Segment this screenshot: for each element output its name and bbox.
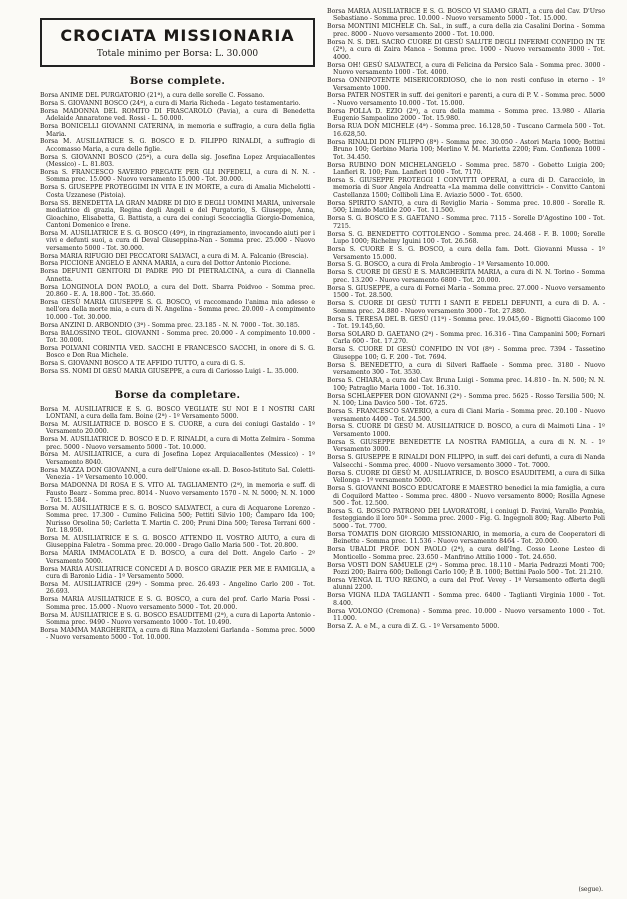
list-item: Borsa S. FRANCESCO SAVERIO, a cura di Ciani Maria - Somma prec. 20.100 - Nuovo versamento 4400 - Tot. 24.500. — [327, 408, 605, 423]
list-item: Borsa M. AUSILIATRICE D. BOSCO E D. F. RINALDI, a cura di Motta Zelmira - Somma prec. 5000 - Nuovo versamento 5000 - Tot. 10.000. — [40, 436, 315, 451]
list-item: Borsa S. G. BOSCO, a cura di Frola Ambrogio - 1º Versamento 10.000. — [327, 261, 550, 269]
page-subtitle: Totale minimo per Borsa: L. 30.000 — [96, 49, 259, 59]
list-item: Borsa S. CUORE DI GESÙ M. AUSILIATRICE, D. BOSCO ESAUDITEMI, a cura di Silka Vellonga - 1º versamento 5000. — [327, 469, 605, 485]
section-heading-complete: Borse complete. — [129, 76, 226, 87]
list-item: Borsa UBALDI PROF. DON PAOLO (2ª), a cura dell'Ing. Cosso Leone Lesteo di Monticello - Somma prec. 23.650 - Manfrino Attilio 1000 - Tot. 24.650. — [327, 546, 605, 561]
list-item: Borsa PICCIONE ANGELO E ANNA MARIA, a cura del Dottor Antonio Piccione. — [40, 260, 291, 268]
list-item: Borsa M. AUSILIATRICE E S. G. BOSCO ESAUDITEMI (2ª), a cura di Laporta Antonio - Somma prec. 9490 - Nuovo versamento 1000 - Tot. 10.490. — [40, 611, 315, 626]
list-item: Borsa S. GIUSEPPE, a cura di Fornei Maria - Somma prec. 27.000 - Nuovo versamento 1500 - Tot. 28.500. — [327, 284, 605, 300]
list-item: Borsa S. CUORE DI GESÙ CONFIDO IN VOI (8ª) - Somma prec. 7394 - Tassetino Giuseppe 100; G. F. 200 - Tot. 7694. — [327, 346, 605, 361]
list-item: Borsa S. CUORE DI GESÙ TUTTI I SANTI E FEDELI DEFUNTI, a cura di D. A. - Somma prec. 24.880 - Nuovo versamento 3000 - Tot. 27.880. — [327, 300, 605, 315]
list-item: Borsa N. S. DEL SACRO CUORE DI GESÙ SALUTE DEGLI INFERMI CONFIDO IN TE (2ª), a cura di Zaira Manca - Somma prec. 1000 - Nuovo versamento 3000 - Tot. 4000. — [327, 38, 605, 61]
list-item: Borsa M. AUSILIATRICE D. BOSCO E S. CUORE, a cura dei coniugi Gastaldo - 1º Versamento 20.000. — [40, 420, 315, 436]
list-item: Borsa SS. NOMI DI GESÙ MARIA GIUSEPPE, a cura di Cariosso Luigi - L. 35.000. — [40, 368, 299, 376]
list-item: Borsa M. AUSILIATRICE E S. G. BOSCO SALVATECI, a cura di Acquarone Lorenzo - Somma prec. 17.300 - Cumino Felicina 500; Pettiti Silvio 100; Camparo Ida 100; Nurisso Orsolina 50; Carletta T. Martin C. 200; Pruni Dina 500; Teresa Terrani 600 - Tot. 18.950. — [40, 504, 315, 535]
list-item: Borsa SS. BENEDETTA LA GRAN MADRE DI DIO E DEGLI UOMINI MARIA, universale mediatrice di grazia, Regina degli Angeli e del Purgatorio, S. Giuseppe, Anna, Gioachino, Elisabetta, G. Battista, a cura dei coniugi Scocciaglia Giorgio-Domenica, Cantoni Domenico e Irene. — [40, 199, 315, 229]
list-item: Borsa MADONNA DI ROSA E S. VITO AL TAGLIAMENTO (2ª), in memoria e suff. di Fausto Bearz - Somma prec. 8014 - Nuovo versamento 1570 - N. N. 5000; N. N. 1000 - Tot. 15.584. — [40, 482, 315, 504]
list-item: Borsa DEFUNTI GENITORI DI PADRE PIO DI PIETRALCINA, a cura di Ciannella Annetta. — [40, 268, 315, 283]
list-item: Borsa MONTINI MICHELE Ch. Sal., in suff., a cura della zia Casalini Dorina - Somma prec. 8000 - Nuovo versamento 2000 - Tot. 10.000. — [327, 23, 605, 38]
list-item: Borsa MADONNA DEL ROMITO DI FRASCAROLO (Pavia), a cura di Benedetta Adelaide Annaratone ved. Rossi - L. 50.000. — [40, 107, 315, 123]
list-item: Borsa POLVANI CORINTIA VED. SACCHI E FRANCESCO SACCHI, in onore di S. G. Bosco e Don Rua Michele. — [40, 344, 315, 360]
section-heading-to-complete: Borse da completare. — [114, 389, 241, 401]
list-item: Borsa M. AUSILIATRICE S. G. BOSCO E D. FILIPPO RINALDI, a suffragio di Accomasso Maria, a cura delle figlie. — [40, 138, 315, 153]
list-item: Borsa MARIA AUSILIATRICE CONCEDI A D. BOSCO GRAZIE PER ME E FAMIGLIA, a cura di Baronio Lidia - 1º Versamento 5000. — [40, 565, 315, 580]
list-item: Borsa VOSTI DON SAMUELE (2ª) - Somma prec. 18.110 - Maria Pedrazzi Monti 700; Pozzi 200; Bairra 600; Dellongi Carlo 100; P. B. 1000; Bettini Paolo 500 - Tot. 21.210. — [327, 561, 605, 577]
left-column — [40, 8, 315, 642]
list-item: Borsa MAZZA DON GIOVANNI, a cura dell'Unione ex-all. D. Bosco-Istituto Sal. Coletti-Venezia - 1º Versamento 10.000. — [40, 466, 315, 482]
list-item: Borsa POLLA D. EZIO (2ª), a cura della mamma - Somma prec. 13.980 - Allaria Eugenio Sampaolino 2000 - Tot. 15.980. — [327, 107, 605, 123]
list-item: Borsa SCHLAEPFER DON GIOVANNI (2ª) - Somma prec. 5625 - Rosso Tersilia 500; N. N. 100; Lina Davico 500 - Tot. 6725. — [327, 392, 605, 408]
list-item: Borsa S. G. BENEDETTO COTTOLENGO - Somma prec. 24.468 - F. B. 1000; Sorelle Lupo 1000; Richelmy Iguini 100 - Tot. 26.568. — [327, 230, 605, 246]
list-item: Borsa VOLONGO (Cremona) - Somma prec. 10.000 - Nuovo versamento 1000 - Tot. 11.000. — [327, 607, 605, 623]
list-item: Borsa VENGA IL TUO REGNO, a cura del Prof. Vevey - 1º Versamento offerta degli alunni 2200. — [327, 577, 605, 592]
list-item: Borsa S. GIOVANNI BOSCO A TE AFFIDO TUTTO, a cura di G. S. — [40, 360, 246, 368]
page-title: CROCIATA MISSIONARIA — [60, 26, 295, 45]
list-item: Borsa S. GIUSEPPE PROTEGGI I CONVITTI OPERAI, a cura di D. Caracciolo, in memoria di Suor Angela Andreatta «La mamma delle convittrici» - Convitto Cantoni Castellanza 1500; Colliboli Lina E. Aviazio 5000 - Tot. 6500. — [327, 176, 605, 199]
list-item: Borsa S. BENEDETTO, a cura di Silveri Raffaele - Somma prec. 3180 - Nuovo versamento 300 - Tot. 3530. — [327, 361, 605, 377]
list-item: Borsa BALOSSINO TEOL. GIOVANNI - Somma prec. 20.000 - A compimento 10.000 - Tot. 30.000. — [40, 329, 315, 344]
list-item: Borsa GESÙ MARIA GIUSEPPE S. G. BOSCO, vi raccomando l'anima mia adesso e nell'ora della morte mia, a cura di N. Angelina - Somma prec. 20.000 - A compimento 10.000 - Tot. 30.000. — [40, 298, 315, 321]
list-item: Borsa S. G. BOSCO PATRONO DEI LAVORATORI, i coniugi D. Favini, Varallo Pombia, festeggiando il loro 50º - Somma prec. 2000 - Fig. G. Ingegnoli 800; Rag. Alberto Poli 5000 - Tot. 7700. — [327, 507, 605, 530]
list-item: Borsa M. AUSILIATRICE (29ª) - Somma prec. 26.493 - Angelino Carlo 200 - Tot. 26.693. — [40, 580, 315, 596]
list-item: Borsa ANZINI D. ARBONDIO (3ª) - Somma prec. 23.185 - N. N. 7000 - Tot. 30.185. — [40, 321, 300, 329]
list-item: Borsa S. GIOVANNI BOSCO EDUCATORE E MAESTRO benedici la mia famiglia, a cura di Coquilord Matteo - Somma prec. 4800 - Nuovo versamento 8000; Rosilla Agnese 500 - Tot. 12.500. — [327, 485, 605, 507]
list-item: Borsa S. GIOVANNI BOSCO (24ª), a cura di Maria Richeda - Legato testamentario. — [40, 99, 301, 107]
right-column — [327, 8, 605, 631]
list-item: Borsa MARIA IMMACOLATA E D. BOSCO, a cura del Dott. Angelo Carlo - 2º Versamento 5000. — [40, 550, 315, 565]
list-item: Borsa S. TERESA DEL B. GESÙ (11ª) - Somma prec. 19.045,60 - Bignotti Giacomo 100 - Tot. 19.145,60. — [327, 315, 605, 331]
list-item: Borsa MARIA RIFUGIO DEI PECCATORI SALVACI, a cura di M. A. Falcanio (Brescia). — [40, 252, 309, 260]
list-item: Borsa RINALDI DON FILIPPO (8ª) - Somma prec. 30.050 - Astori Maria 1000; Bottini Bruno 100; Gerbino Maria 100; Merlino V. M. Marietta 2200; Fam. Confienza 1000 - Tot. 34.450. — [327, 138, 605, 161]
list-item: Borsa SPIRITO SANTO, a cura di Reviglio Maria - Somma prec. 10.800 - Sorelle R. 500; Limido Matilde 200 - Tot. 11.500. — [327, 199, 605, 215]
list-item: Borsa VIGNA ILDA TAGLIANTI - Somma prec. 6400 - Taglianti Virginia 1000 - Tot. 8.400. — [327, 592, 605, 607]
list-item: Borsa ONNIPOTENTE MISERICORDIOSO, che io non resti confuso in eterno - 1º Versamento 1000. — [327, 77, 605, 92]
list-item: Borsa M. AUSILIATRICE, a cura di Josefina Lopez Arquiacallentes (Messico) - 1º Versamento 8040. — [40, 451, 315, 466]
entry-list-right — [327, 8, 605, 631]
list-item: Borsa S. FRANCESCO SAVERIO PREGATE PER GLI INFEDELI, a cura di N. N. - Somma prec. 15.000 - Nuovo versamento 15.000 - Tot. 30.000. — [40, 169, 315, 184]
list-item: Borsa S. CUORE DI GESÙ M. AUSILIATRICE D. BOSCO, a cura di Maimoti Lina - 1º Versamento 1000. — [327, 423, 605, 438]
list-item: Borsa S. CHIARA, a cura del Cav. Bruna Luigi - Somma prec. 14.810 - In. N. 500; N. N. 100; Patraglio Maria 1000 - Tot. 16.310. — [327, 377, 605, 392]
list-item: Borsa BONICELLI GIOVANNI CATERINA, in memoria e suffragio, a cura della figlia Maria. — [40, 123, 315, 138]
title-box — [40, 18, 315, 67]
entry-list-to-complete — [40, 406, 315, 642]
list-item: Borsa PATER NOSTER in suff. dei genitori e parenti, a cura di P. V. - Somma prec. 5000 - Nuovo versamento 10.000 - Tot. 15.000. — [327, 92, 605, 107]
list-item: Borsa OH! GESÙ SALVATECI, a cura di Felicina da Persico Sala - Somma prec. 3000 - Nuovo versamento 1000 - Tot. 4000. — [327, 61, 605, 77]
list-item: Borsa LONGINOLA DON PAOLO, a cura del Dott. Sbarra Poidvoo - Somma prec. 20.860 - E. A. 18.800 - Tot. 35.660. — [40, 283, 315, 299]
entry-list-complete — [40, 92, 315, 376]
list-item: Borsa RUA DON MICHELE (4ª) - Somma prec. 16.128,50 - Tuscano Carmela 500 - Tot. 16.628,50. — [327, 123, 605, 138]
list-item: Borsa S. G. BOSCO E S. GAETANO - Somma prec. 7115 - Sorelle D'Agostino 100 - Tot. 7215. — [327, 215, 605, 230]
continued-note: (segue). — [578, 886, 603, 893]
list-item: Borsa SOLARO D. GAETANO (2ª) - Somma prec. 16.316 - Tina Campanini 500; Fornari Carla 600 - Tot. 17.270. — [327, 331, 605, 346]
list-item: Borsa ANIME DEL PURGATORIO (21ª), a cura delle sorelle C. Fossano. — [40, 92, 265, 99]
list-item: Borsa S. GIOVANNI BOSCO (25ª), a cura della sig. Josefina Lopez Arquiacallentes (Messico) - L. 81.803. — [40, 153, 315, 169]
list-item: Borsa M. AUSILIATRICE E S. G. BOSCO VEGLIATE SU NOI E I NOSTRI CARI LONTANI, a cura della fam. Boine (2ª) - 1º Versamento 5000. — [40, 405, 315, 420]
list-item: Borsa TOMATIS DON GIORGIO MISSIONARIO, in memoria, a cura de Cooperatori di Beinette - Somma prec. 11.536 - Nuovo versamento 8464 - Tot. 20.000. — [327, 530, 605, 546]
list-item: Borsa MARIA AUSILIATRICE E S. G. BOSCO, a cura del prof. Carlo Maria Possi - Somma prec. 15.000 - Nuovo versamento 5000 - Tot. 20.000. — [40, 596, 315, 611]
list-item: Borsa Z. A. e M., a cura di Z. G. - 1º Versamento 5000. — [327, 623, 500, 631]
list-item: Borsa S. GIUSEPPE E RINALDI DON FILIPPO, in suff. dei cari defunti, a cura di Nanda Valsecchi - Somma prec. 4000 - Nuovo versamento 3000 - Tot. 7000. — [327, 454, 605, 469]
list-item: Borsa MARIA AUSILIATRICE E S. G. BOSCO VI SIAMO GRATI, a cura del Cav. D'Urso Sebastiano - Somma prec. 10.000 - Nuovo versamento 5000 - Tot. 15.000. — [327, 8, 605, 23]
list-item: Borsa S. GIUSEPPE PROTEGGIMI IN VITA E IN MORTE, a cura di Amalia Michelotti - Costa Uzzanese (Pistoia). — [40, 184, 315, 199]
list-item: Borsa M. AUSILIATRICE E S. G. BOSCO ATTENDO IL VOSTRO AIUTO, a cura di Giuseppina Faletra - Somma prec. 20.000 - Drago Gallo Maria 500 - Tot. 20.800. — [40, 534, 315, 550]
list-item: Borsa S. CUORE E S. G. BOSCO, a cura della fam. Dott. Giovanni Mussa - 1º Versamento 15.000. — [327, 246, 605, 261]
list-item: Borsa S. CUORE DI GESÙ E S. MARGHERITA MARIA, a cura di N. N. Torino - Somma prec. 13.200 - Nuovo versamento 6800 - Tot. 20.000. — [327, 269, 605, 284]
list-item: Borsa MAMMA MARGHERITA, a cura di Rina Mazzoleni Garlanda - Somma prec. 5000 - Nuovo versamento 5000 - Tot. 10.000. — [40, 626, 315, 642]
list-item: Borsa M. AUSILIATRICE E S. G. BOSCO (49ª), in ringraziamento, invocando aiuti per i vivi e defunti suoi, a cura di Deval Giuseppina-Nan - Somma prec. 25.000 - Nuovo versamento 5000 - Tot. 30.000. — [40, 229, 315, 252]
list-item: Borsa RUBINO DON MICHELANGELO - Somma prec. 5870 - Gobetto Luigia 200; Lanfieri R. 100; Fam. Lanfieri 1000 - Tot. 7170. — [327, 161, 605, 177]
list-item: Borsa S. GIUSEPPE BENEDETTE LA NOSTRA FAMIGLIA, a cura di N. N. - 1º Versamento 3000. — [327, 438, 605, 454]
